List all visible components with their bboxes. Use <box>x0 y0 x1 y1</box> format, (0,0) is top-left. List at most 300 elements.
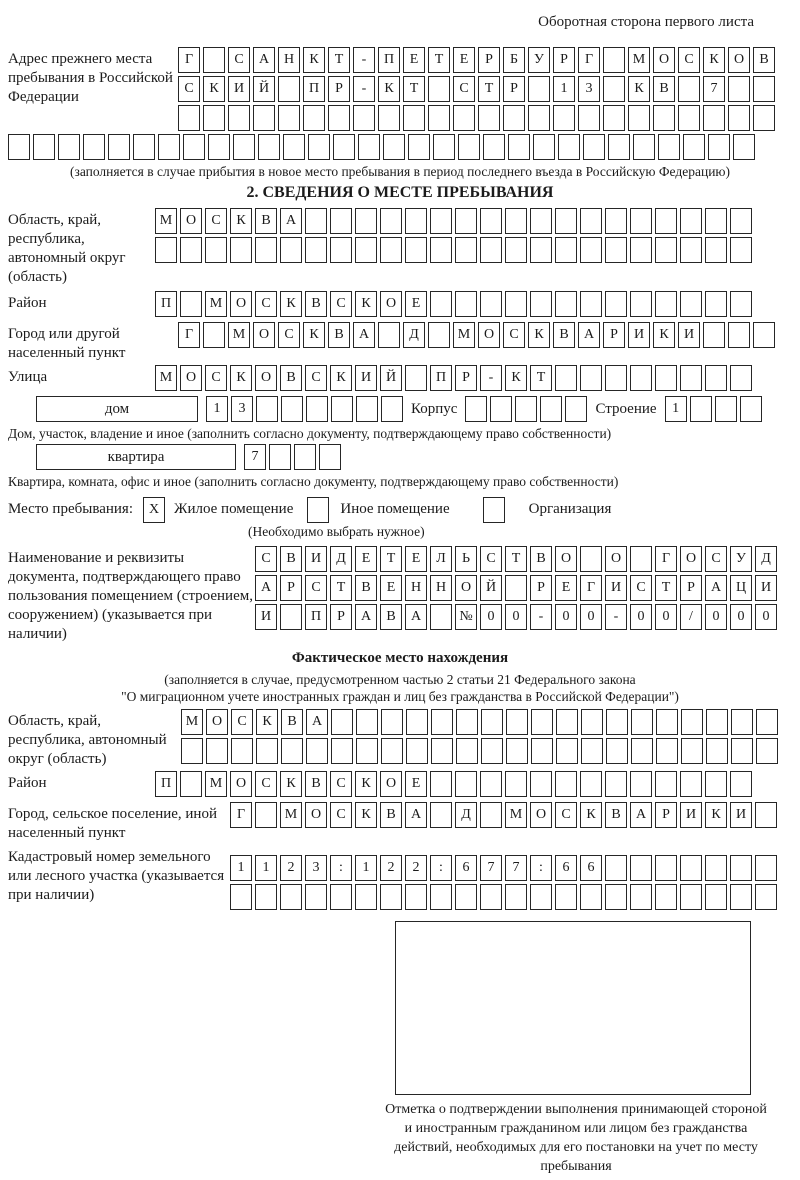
char-box[interactable] <box>630 855 652 881</box>
char-box[interactable] <box>505 237 527 263</box>
char-box[interactable] <box>728 76 750 102</box>
char-box[interactable]: Й <box>380 365 402 391</box>
char-box[interactable]: И <box>605 575 627 601</box>
char-box[interactable] <box>680 365 702 391</box>
char-box[interactable]: В <box>280 546 302 572</box>
char-box[interactable]: И <box>305 546 327 572</box>
char-box[interactable] <box>280 604 302 630</box>
char-box[interactable] <box>180 291 202 317</box>
checkbox-residential[interactable]: X <box>143 497 165 523</box>
char-box[interactable]: - <box>353 47 375 73</box>
char-box[interactable] <box>405 208 427 234</box>
char-box[interactable] <box>178 105 200 131</box>
char-box[interactable] <box>305 884 327 910</box>
char-box[interactable]: 0 <box>755 604 777 630</box>
char-box[interactable] <box>356 396 378 422</box>
char-box[interactable] <box>383 134 405 160</box>
char-box[interactable] <box>155 237 177 263</box>
char-box[interactable] <box>680 208 702 234</box>
char-box[interactable]: Д <box>403 322 425 348</box>
char-box[interactable]: Е <box>555 575 577 601</box>
char-box[interactable]: С <box>330 771 352 797</box>
char-box[interactable]: С <box>555 802 577 828</box>
char-box[interactable]: К <box>355 802 377 828</box>
char-box[interactable] <box>580 771 602 797</box>
char-box[interactable]: Д <box>455 802 477 828</box>
char-box[interactable] <box>158 134 180 160</box>
char-box[interactable]: О <box>455 575 477 601</box>
char-box[interactable] <box>331 738 353 764</box>
char-box[interactable] <box>133 134 155 160</box>
char-box[interactable]: К <box>705 802 727 828</box>
char-box[interactable] <box>256 396 278 422</box>
char-box[interactable]: П <box>305 604 327 630</box>
char-box[interactable]: Р <box>603 322 625 348</box>
char-box[interactable]: Р <box>478 47 500 73</box>
char-box[interactable]: Р <box>280 575 302 601</box>
char-box[interactable] <box>655 208 677 234</box>
char-box[interactable]: Б <box>503 47 525 73</box>
char-box[interactable] <box>308 134 330 160</box>
char-box[interactable] <box>269 444 291 470</box>
char-box[interactable] <box>480 771 502 797</box>
char-box[interactable]: О <box>305 802 327 828</box>
checkbox-organization[interactable] <box>483 497 505 523</box>
char-box[interactable]: Д <box>330 546 352 572</box>
char-box[interactable]: А <box>405 802 427 828</box>
char-box[interactable]: 1 <box>206 396 228 422</box>
char-box[interactable]: К <box>203 76 225 102</box>
char-box[interactable]: Н <box>405 575 427 601</box>
char-box[interactable] <box>456 709 478 735</box>
char-box[interactable] <box>330 884 352 910</box>
char-box[interactable]: О <box>555 546 577 572</box>
char-box[interactable] <box>408 134 430 160</box>
char-box[interactable]: О <box>180 208 202 234</box>
char-box[interactable] <box>455 237 477 263</box>
char-box[interactable]: О <box>230 291 252 317</box>
char-box[interactable]: К <box>653 322 675 348</box>
char-box[interactable] <box>490 396 512 422</box>
char-box[interactable] <box>381 709 403 735</box>
char-box[interactable]: 7 <box>480 855 502 881</box>
house-number-cells[interactable] <box>206 396 406 422</box>
char-box[interactable]: М <box>205 771 227 797</box>
char-box[interactable] <box>565 396 587 422</box>
char-box[interactable]: И <box>355 365 377 391</box>
char-box[interactable] <box>356 738 378 764</box>
char-box[interactable]: 7 <box>505 855 527 881</box>
char-box[interactable]: Г <box>230 802 252 828</box>
char-box[interactable]: 0 <box>505 604 527 630</box>
char-box[interactable] <box>465 396 487 422</box>
char-box[interactable] <box>580 365 602 391</box>
char-box[interactable] <box>430 802 452 828</box>
char-box[interactable] <box>680 855 702 881</box>
char-box[interactable] <box>530 291 552 317</box>
char-box[interactable] <box>453 105 475 131</box>
char-box[interactable]: 2 <box>280 855 302 881</box>
char-box[interactable]: М <box>205 291 227 317</box>
char-box[interactable] <box>8 134 30 160</box>
char-box[interactable]: 6 <box>580 855 602 881</box>
char-box[interactable] <box>681 709 703 735</box>
char-box[interactable]: 7 <box>703 76 725 102</box>
char-box[interactable] <box>655 855 677 881</box>
char-box[interactable]: : <box>330 855 352 881</box>
char-box[interactable] <box>328 105 350 131</box>
char-box[interactable] <box>478 105 500 131</box>
prev-address-line-1[interactable] <box>178 47 778 73</box>
char-box[interactable] <box>278 76 300 102</box>
char-box[interactable] <box>755 802 777 828</box>
char-box[interactable]: К <box>230 208 252 234</box>
char-box[interactable]: В <box>653 76 675 102</box>
char-box[interactable]: В <box>328 322 350 348</box>
char-box[interactable]: И <box>228 76 250 102</box>
document-line-1[interactable] <box>255 546 780 572</box>
char-box[interactable] <box>678 105 700 131</box>
char-box[interactable]: 6 <box>455 855 477 881</box>
char-box[interactable]: К <box>303 322 325 348</box>
char-box[interactable] <box>605 208 627 234</box>
char-box[interactable] <box>705 365 727 391</box>
char-box[interactable] <box>730 884 752 910</box>
char-box[interactable]: Е <box>453 47 475 73</box>
char-box[interactable]: С <box>228 47 250 73</box>
city-line[interactable] <box>178 322 778 348</box>
char-box[interactable]: С <box>453 76 475 102</box>
char-box[interactable]: Т <box>328 47 350 73</box>
char-box[interactable] <box>703 105 725 131</box>
char-box[interactable] <box>333 134 355 160</box>
char-box[interactable]: В <box>753 47 775 73</box>
char-box[interactable] <box>605 365 627 391</box>
char-box[interactable]: Ь <box>455 546 477 572</box>
char-box[interactable] <box>430 604 452 630</box>
char-box[interactable] <box>731 738 753 764</box>
char-box[interactable] <box>705 884 727 910</box>
char-box[interactable] <box>228 105 250 131</box>
char-box[interactable] <box>108 134 130 160</box>
char-box[interactable]: К <box>528 322 550 348</box>
district-line[interactable] <box>155 291 755 317</box>
char-box[interactable]: Т <box>478 76 500 102</box>
char-box[interactable] <box>630 771 652 797</box>
char-box[interactable] <box>653 105 675 131</box>
char-box[interactable]: С <box>630 575 652 601</box>
char-box[interactable]: С <box>255 546 277 572</box>
char-box[interactable] <box>481 709 503 735</box>
char-box[interactable]: О <box>530 802 552 828</box>
char-box[interactable] <box>430 291 452 317</box>
char-box[interactable] <box>281 396 303 422</box>
char-box[interactable] <box>319 444 341 470</box>
char-box[interactable]: О <box>653 47 675 73</box>
char-box[interactable]: Е <box>355 546 377 572</box>
char-box[interactable] <box>756 738 778 764</box>
char-box[interactable] <box>730 237 752 263</box>
char-box[interactable] <box>631 709 653 735</box>
char-box[interactable]: Р <box>328 76 350 102</box>
char-box[interactable] <box>255 802 277 828</box>
char-box[interactable]: - <box>480 365 502 391</box>
char-box[interactable]: А <box>630 802 652 828</box>
char-box[interactable] <box>281 738 303 764</box>
char-box[interactable]: В <box>281 709 303 735</box>
char-box[interactable] <box>378 322 400 348</box>
char-box[interactable] <box>606 709 628 735</box>
actual-region-line-2[interactable] <box>181 738 781 764</box>
char-box[interactable] <box>505 884 527 910</box>
char-box[interactable]: А <box>255 575 277 601</box>
char-box[interactable] <box>355 237 377 263</box>
char-box[interactable]: - <box>530 604 552 630</box>
char-box[interactable]: Ц <box>730 575 752 601</box>
char-box[interactable]: № <box>455 604 477 630</box>
char-box[interactable] <box>655 237 677 263</box>
char-box[interactable] <box>633 134 655 160</box>
char-box[interactable]: О <box>206 709 228 735</box>
char-box[interactable]: 3 <box>305 855 327 881</box>
char-box[interactable] <box>33 134 55 160</box>
char-box[interactable] <box>530 208 552 234</box>
apartment-box[interactable]: квартира <box>36 444 236 470</box>
char-box[interactable] <box>555 291 577 317</box>
char-box[interactable]: Г <box>655 546 677 572</box>
char-box[interactable] <box>380 208 402 234</box>
char-box[interactable] <box>430 208 452 234</box>
char-box[interactable] <box>705 771 727 797</box>
char-box[interactable]: В <box>355 575 377 601</box>
char-box[interactable] <box>656 738 678 764</box>
char-box[interactable]: П <box>430 365 452 391</box>
char-box[interactable] <box>733 134 755 160</box>
char-box[interactable] <box>531 738 553 764</box>
char-box[interactable] <box>756 709 778 735</box>
char-box[interactable]: С <box>678 47 700 73</box>
char-box[interactable]: Р <box>655 802 677 828</box>
char-box[interactable] <box>628 105 650 131</box>
char-box[interactable] <box>740 396 762 422</box>
char-box[interactable]: К <box>378 76 400 102</box>
char-box[interactable] <box>303 105 325 131</box>
char-box[interactable] <box>480 291 502 317</box>
char-box[interactable]: 1 <box>255 855 277 881</box>
char-box[interactable]: А <box>306 709 328 735</box>
char-box[interactable] <box>753 105 775 131</box>
char-box[interactable] <box>553 105 575 131</box>
char-box[interactable]: В <box>255 208 277 234</box>
char-box[interactable]: 0 <box>655 604 677 630</box>
prev-address-line-4[interactable] <box>8 134 792 160</box>
char-box[interactable] <box>555 365 577 391</box>
char-box[interactable] <box>630 365 652 391</box>
char-box[interactable]: С <box>480 546 502 572</box>
char-box[interactable] <box>533 134 555 160</box>
char-box[interactable]: О <box>255 365 277 391</box>
char-box[interactable]: Т <box>330 575 352 601</box>
char-box[interactable]: М <box>280 802 302 828</box>
char-box[interactable]: О <box>380 771 402 797</box>
char-box[interactable]: М <box>155 365 177 391</box>
char-box[interactable]: К <box>628 76 650 102</box>
street-line[interactable] <box>155 365 755 391</box>
korpus-cells[interactable] <box>465 396 590 422</box>
actual-region-line-1[interactable] <box>181 709 781 735</box>
char-box[interactable]: Р <box>455 365 477 391</box>
char-box[interactable]: К <box>580 802 602 828</box>
char-box[interactable] <box>730 855 752 881</box>
char-box[interactable] <box>680 237 702 263</box>
char-box[interactable] <box>203 105 225 131</box>
char-box[interactable] <box>556 738 578 764</box>
char-box[interactable] <box>380 237 402 263</box>
char-box[interactable] <box>583 134 605 160</box>
char-box[interactable] <box>305 208 327 234</box>
char-box[interactable] <box>458 134 480 160</box>
char-box[interactable]: А <box>705 575 727 601</box>
char-box[interactable] <box>353 105 375 131</box>
char-box[interactable] <box>455 208 477 234</box>
char-box[interactable] <box>331 709 353 735</box>
char-box[interactable]: В <box>305 291 327 317</box>
char-box[interactable]: А <box>353 322 375 348</box>
char-box[interactable]: О <box>253 322 275 348</box>
char-box[interactable] <box>433 134 455 160</box>
char-box[interactable] <box>706 709 728 735</box>
char-box[interactable] <box>253 105 275 131</box>
char-box[interactable] <box>630 208 652 234</box>
char-box[interactable] <box>631 738 653 764</box>
char-box[interactable]: П <box>155 291 177 317</box>
char-box[interactable]: Г <box>578 47 600 73</box>
char-box[interactable]: Т <box>403 76 425 102</box>
char-box[interactable] <box>505 575 527 601</box>
char-box[interactable] <box>205 237 227 263</box>
char-box[interactable]: К <box>355 291 377 317</box>
char-box[interactable]: К <box>703 47 725 73</box>
char-box[interactable] <box>356 709 378 735</box>
char-box[interactable] <box>728 322 750 348</box>
char-box[interactable]: 3 <box>231 396 253 422</box>
char-box[interactable] <box>505 771 527 797</box>
char-box[interactable] <box>206 738 228 764</box>
char-box[interactable] <box>355 208 377 234</box>
document-line-3[interactable] <box>255 604 780 630</box>
char-box[interactable]: К <box>230 365 252 391</box>
char-box[interactable] <box>231 738 253 764</box>
char-box[interactable]: Н <box>278 47 300 73</box>
char-box[interactable]: Е <box>405 546 427 572</box>
char-box[interactable]: Н <box>430 575 452 601</box>
char-box[interactable] <box>755 884 777 910</box>
char-box[interactable] <box>630 237 652 263</box>
char-box[interactable]: П <box>378 47 400 73</box>
char-box[interactable] <box>306 738 328 764</box>
char-box[interactable] <box>480 802 502 828</box>
char-box[interactable] <box>515 396 537 422</box>
char-box[interactable] <box>531 709 553 735</box>
char-box[interactable]: С <box>503 322 525 348</box>
char-box[interactable] <box>730 771 752 797</box>
char-box[interactable]: Т <box>530 365 552 391</box>
char-box[interactable]: Й <box>253 76 275 102</box>
char-box[interactable]: Т <box>655 575 677 601</box>
char-box[interactable]: С <box>205 365 227 391</box>
char-box[interactable] <box>681 738 703 764</box>
char-box[interactable] <box>680 771 702 797</box>
char-box[interactable]: О <box>230 771 252 797</box>
char-box[interactable]: Е <box>403 47 425 73</box>
char-box[interactable]: В <box>305 771 327 797</box>
char-box[interactable]: 0 <box>580 604 602 630</box>
char-box[interactable]: С <box>330 802 352 828</box>
char-box[interactable] <box>580 546 602 572</box>
char-box[interactable] <box>455 771 477 797</box>
char-box[interactable] <box>430 771 452 797</box>
char-box[interactable] <box>608 134 630 160</box>
char-box[interactable] <box>506 738 528 764</box>
checkbox-other-premises[interactable] <box>307 497 329 523</box>
char-box[interactable] <box>655 291 677 317</box>
region-line-2[interactable] <box>155 237 755 263</box>
char-box[interactable]: В <box>380 604 402 630</box>
char-box[interactable] <box>605 291 627 317</box>
char-box[interactable] <box>703 322 725 348</box>
char-box[interactable] <box>753 322 775 348</box>
cadastre-line-2[interactable] <box>230 884 780 910</box>
actual-city-line[interactable] <box>230 802 780 828</box>
char-box[interactable] <box>203 47 225 73</box>
char-box[interactable] <box>255 884 277 910</box>
char-box[interactable] <box>381 396 403 422</box>
char-box[interactable] <box>730 365 752 391</box>
char-box[interactable] <box>690 396 712 422</box>
char-box[interactable]: А <box>280 208 302 234</box>
char-box[interactable] <box>181 738 203 764</box>
char-box[interactable]: 1 <box>230 855 252 881</box>
char-box[interactable] <box>506 709 528 735</box>
house-box[interactable]: дом <box>36 396 198 422</box>
char-box[interactable] <box>658 134 680 160</box>
char-box[interactable]: Г <box>178 47 200 73</box>
char-box[interactable]: Д <box>755 546 777 572</box>
char-box[interactable] <box>580 884 602 910</box>
char-box[interactable] <box>655 884 677 910</box>
char-box[interactable] <box>555 237 577 263</box>
char-box[interactable]: : <box>530 855 552 881</box>
char-box[interactable] <box>208 134 230 160</box>
char-box[interactable] <box>655 771 677 797</box>
char-box[interactable] <box>508 134 530 160</box>
char-box[interactable] <box>358 134 380 160</box>
char-box[interactable]: К <box>355 771 377 797</box>
char-box[interactable] <box>431 709 453 735</box>
char-box[interactable] <box>505 291 527 317</box>
char-box[interactable]: А <box>253 47 275 73</box>
char-box[interactable]: Л <box>430 546 452 572</box>
char-box[interactable]: К <box>330 365 352 391</box>
char-box[interactable]: Р <box>553 47 575 73</box>
char-box[interactable] <box>505 208 527 234</box>
char-box[interactable]: О <box>605 546 627 572</box>
char-box[interactable]: М <box>628 47 650 73</box>
char-box[interactable]: 0 <box>730 604 752 630</box>
char-box[interactable]: 6 <box>555 855 577 881</box>
char-box[interactable]: О <box>478 322 500 348</box>
char-box[interactable]: И <box>628 322 650 348</box>
